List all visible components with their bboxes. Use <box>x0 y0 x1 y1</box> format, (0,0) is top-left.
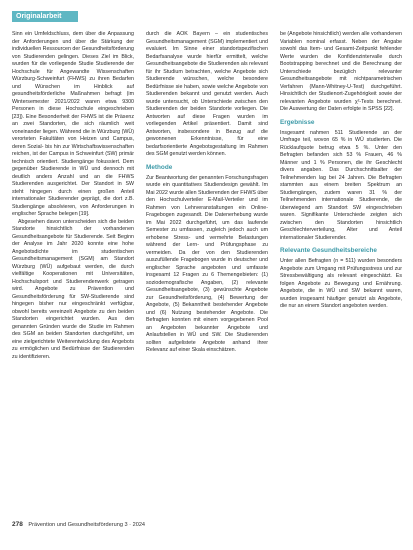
paragraph: Sinn ein Umfeldschluss, dem über die Anpassung der Anforderungen und über die Stärkung der individuellen Ressourcen der Gesundheitsförderung von Studierenden gelingen. Dieses Ziel im Blick, wurden für die vorliegende Studie Studierende der Hochschule für Angewandte Wissenschaften Würzburg-Schweinfurt (FHWS) zu ihren Bedarfen und Wünschen im Hinblick auf gesundheitsförderliche Maßnahmen befragt (im Wintersemester 2021/2022 waren etwa 9300 Personen in diese Hochschule eingeschrieben [23]). Eine Besonderheit der FHWS ist die Präsenz an zwei Standorten, die sich räumlich weit voneinander liegen. Während die in Würzburg (WÜ) verorteten Fakultäten von Heizen und Campus, deren Sozial- bis hin zur Wirtschaftswissenschaften reichen, ist der Campus in Schweinfurt (SW) primär technisch orientiert. Studiengänge fokussiert. Dem gegenüber Studierende in WÜ und dennoch mit deutlich anders Anzahl und an die FHWS Studierenden ausgerichtet. Der Standort in SW steht hingegen durch einen großen Anteil internationaler Studierender geprägt, die dort z.B. Studiengänge absolvieren, von Anforderungen in englischer Sprache belegen [19]. <box>12 31 134 217</box>
paragraph: Zur Beantwortung der genannten Forschungsfragen wurde ein quantitatives Studiendesign gewählt. Im Mai 2022 wurde allen Studierenden der FHWS über den Hochschulverteiler E-Mail-Verteiler und im Rahmen von Lehrveranstaltungen ein Online-Fragebogen zugesandt. Die Datenerhebung wurde im Mai 2022 durchgeführt, um das laufende Semester zu umfassen, zugleich jedoch auch um erhobene Stress- und vermehrte Belastungen während der Lern- und Prüfungsphase zu vermeiden. Da der von den Studierenden auszufüllende Fragebogen wurde in deutscher und englischer Sprache angeboten und umfasste insgesamt 12 Fragen zu 6 Themengebieten: (1) soziodemografische Angaben, (2) relevante Gesundheitsangebote, (3) gewünschte Angebote zur Gesundheitsförderung, (4) Bewertung der Angebote, (5) Bekanntheit bestehender Angebote und (6) Nutzung bestehender Angebote. Die Befragten konnten mit einem vorgegebenen Pool an Angeboten bekannter Angebote und Anlaufstellen in WÜ und SW. Die Studierenden sollten aufgelistete Angebote anhand ihrer Relevanz auf einer Skala einschätzen. <box>146 174 268 353</box>
paragraph: Unter allen Befragten (n = 511) wurden besonders Angebote zum Umgang mit Prüfungsstress und zur Stressbewältigung als relevant eingeschätzt. Es folgen Angebote zu Bewegung und Ernährung. Angebote, die in WÜ und SW bekannt waren, wurden insgesamt häufiger genutzt als Angebote, die nur an einem Standort angeboten werden. <box>280 258 402 309</box>
text-column-middle <box>146 31 268 525</box>
paragraph: Abgesehen davon unterscheiden sich die beiden Standorte hinsichtlich der vorhandenen Gesundheitsangebote für Studierende. Seit Beginn der Analyse im Jahr 2020 konnte eine hohe Angebotsdichte im studentischen Gesundheitsmanagement (SGM) am Standort Würzburg (WÜ) aufgebaut werden, die durch vielfältige Kooperationen mit Universitäten, Hochschulsport und Studierendenwerk getragen wird. Angebote zu Prävention und Gesundheitsförderung für SW-Studierende sind hingegen bisher nur eingeschränkt verfügbar, obwohl bereits vereinzelt Angebote zu den beiden Standorten eingerichtet wurden. Aus den genannten Gründen wurde die Studie im Rahmen des SGM an beiden Standorten durchgeführt, um eine zielgerichtete Weiterentwicklung des Angebots zu ermöglichen und Bedürfnisse der Studierenden zu identifizieren. <box>12 218 134 360</box>
text-column-right <box>280 31 402 525</box>
page-footer <box>12 519 401 531</box>
paragraph: durch die AOK Bayern – ein studentisches Gesundheitsmanagement (SGM) implementiert und evaluiert. Im Sinne einer standortspezifischen Bedarfsanalyse wurde hierfür ermittelt, welche Gesundheitsangebote die Studierenden als relevant für ihr Studium betrachten, welche Angebote sich Studierende wünschen, welche besondere Bedürfnisse sie haben, sowie welche Angebote von Studierenden bekannt und genutzt werden. Auch wurde untersucht, ob Unterschiede zwischen den Studierenden der beiden Standorte vorliegen. Die Antworten auf diese Fragen wurden im vorliegenden Artikel präsentiert. Damit sind Antworten, insbesondere in Bezug auf die gewonnenen Erkenntnisse, für eine bedarfsorientierte Angebotsgestaltung im Rahmen des SGM genutzt werden können. <box>146 31 268 157</box>
section-heading-methods: Methode <box>146 163 173 171</box>
text-column-left <box>12 31 134 525</box>
article-type-badge: Originalarbeit <box>12 11 78 22</box>
section-heading-results: Ergebnisse <box>280 118 315 126</box>
page-number: 278 <box>12 521 23 528</box>
journal-citation: Prävention und Gesundheitsförderung 3 · 2024 <box>28 522 146 528</box>
paragraph: Insgesamt nahmen 511 Studierende an der Umfrage teil, wovon 65 % in WÜ studierten. Die Rücklaufquote betrug etwa 5 %. Unter den Befragten befanden sich 53 % Frauen, 46 % Männer und 1 % Personen, die ihr Geschlecht divers angaben. Das Durchschnittsalter der Teilnehmenden lag bei 24 Jahren. Die Befragten stammten aus einem breiten Spektrum an Studiengängen, zudem waren 31 % der Teilnehmenden internationale Studierende, die überwiegend am Standort SW eingeschrieben waren. Signifikante Unterschiede zeigten sich zwischen den Standorten hinsichtlich Geschlechterverteilung, Alter und Anteil internationaler Studierender. <box>280 129 402 241</box>
section-heading-relevance: Relevante Gesundheitsbereiche <box>280 247 377 254</box>
paragraph: be (Angebote hinsichtlich) werden alle vorhandenen Variablen nominal erfasst. Neben der Angabe sowohl das Item- und Gesamt-Zeitpunkt fehlender Werte wurden die Konfidenzintervalle durch Bootstrapping berechnet und die Berechnung der Unterschiede bezüglich relevanter Gesundheitsangebote mit nichtparametrischen Verfahren (Mann-Whitney-U-Test) durchgeführt. Hinsichtlich der Studienort-Zugehörigkeit sowie der relevanten Angebote wurden χ²-Tests berechnet. Die Auswertung der Daten erfolgte in SPSS [22]. <box>280 31 402 112</box>
